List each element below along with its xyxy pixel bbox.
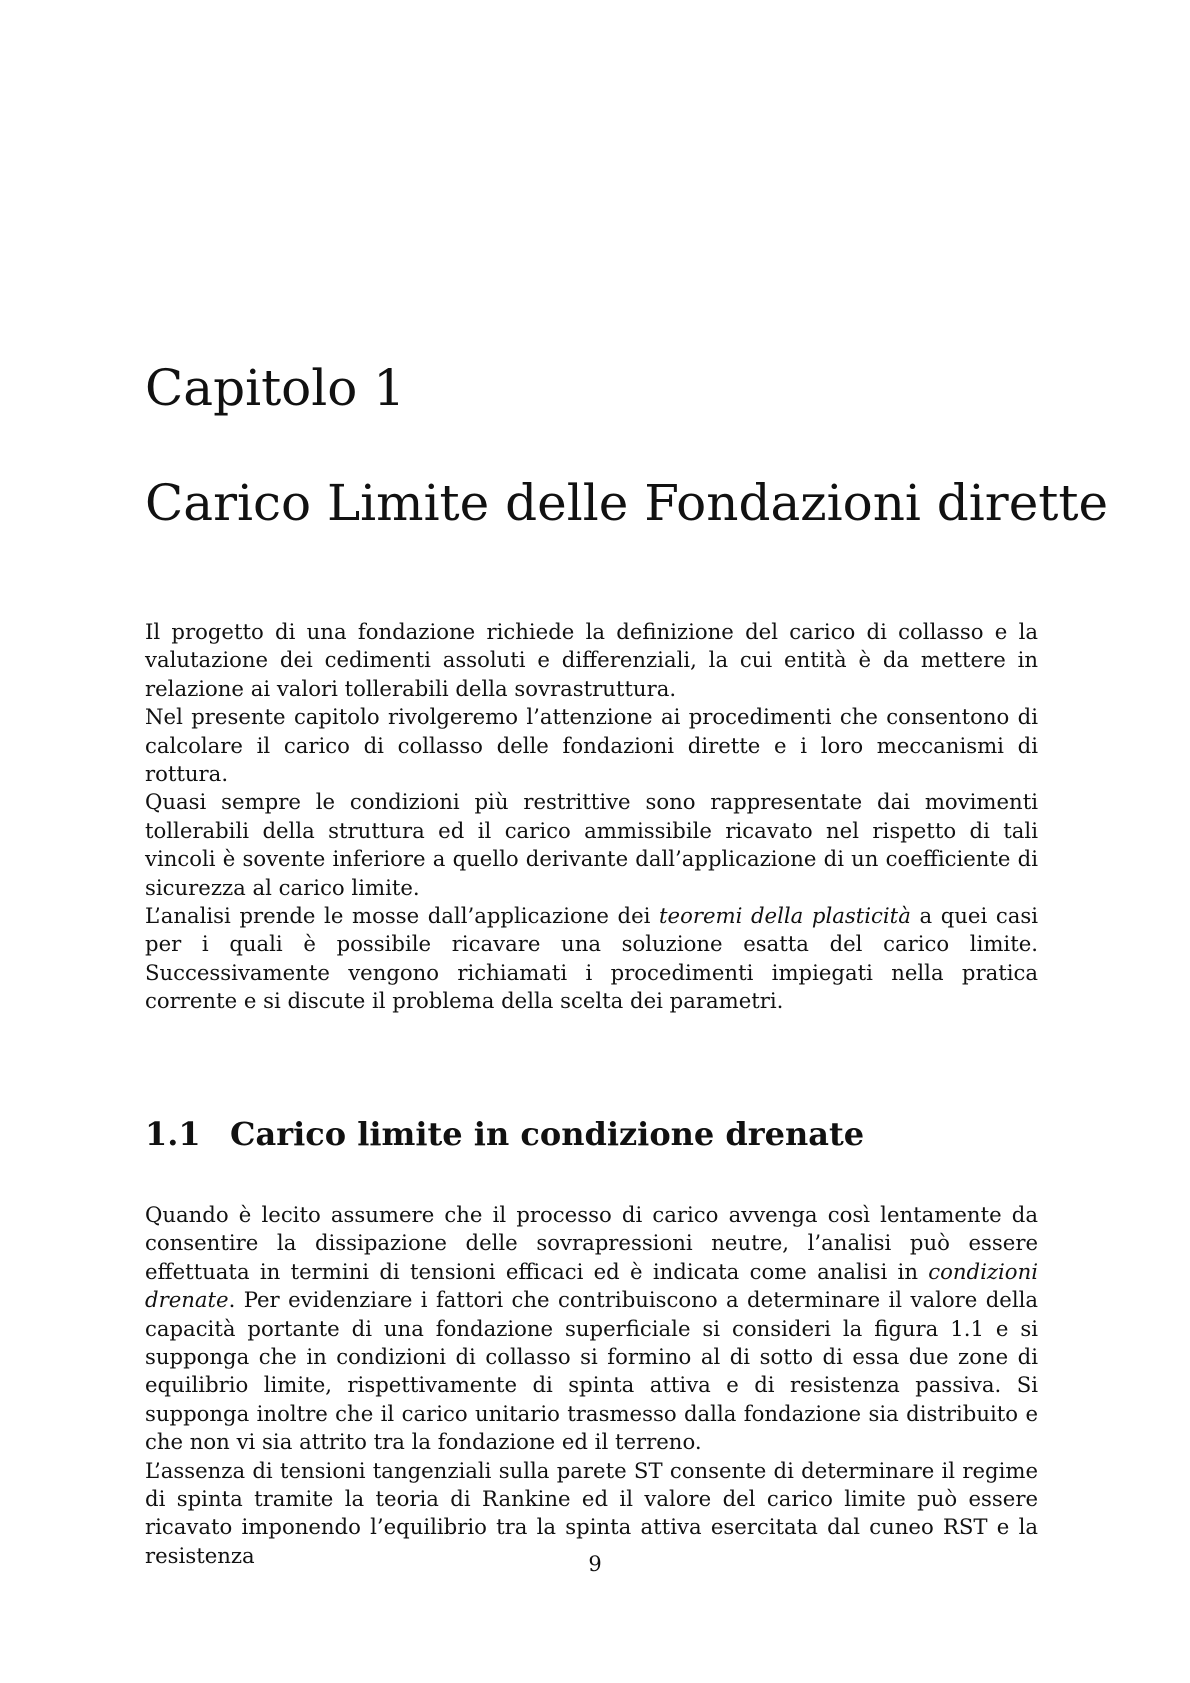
intro-text bbox=[145, 618, 1038, 1016]
section-text-run: . Per evidenziare i fattori che contribuiscono a determinare il valore della capacità portante di una fondazione superficiale si consideri la figura 1.1 e si supponga che in condizioni di collasso si formino al di sotto di essa due zone di equilibrio limite, rispettivamente di spinta attiva e di resistenza passiva. Si supponga inoltre che il carico unitario trasmesso dalla fondazione sia distribuito e che non vi sia attrito tra la fondazione ed il terreno. bbox=[145, 1287, 1038, 1455]
page-number: 9 bbox=[588, 1552, 602, 1576]
intro-paragraph: Nel presente capitolo rivolgeremo l’attenzione ai procedimenti che consentono di calcolare il carico di collasso delle fondazioni dirette e i loro meccanismi di rottura. bbox=[145, 704, 1038, 787]
section-text-run: Quando è lecito assumere che il processo di carico avvenga così lentamente da consentire la dissipazione delle sovrapressioni neutre, l’analisi può essere effettuata in termini di tensioni efficaci ed è indicata come analisi in bbox=[145, 1202, 1038, 1284]
intro-text-run: L’analisi prende le mosse dall’applicazione dei bbox=[145, 903, 660, 929]
section-number: 1.1 bbox=[145, 1115, 201, 1153]
emphasis-plasticity-theorems: teoremi della plasticità bbox=[659, 903, 911, 929]
section-paragraph bbox=[145, 1201, 1038, 1457]
intro-paragraph: Il progetto di una fondazione richiede la definizione del carico di collasso e la valutazione dei cedimenti assoluti e differenziali, la cui entità è da mettere in relazione ai valori tollerabili della sovrastruttura. bbox=[145, 619, 1038, 701]
section-heading bbox=[145, 1114, 864, 1154]
intro-paragraph bbox=[145, 902, 1038, 1016]
intro-text-run: a quei casi per i quali è possibile ricavare una soluzione esatta del carico limite. Successivamente vengono richiamati i procedimenti impiegati nella pratica corrente e si discute il problema della scelta dei parametri. bbox=[145, 903, 1038, 1014]
chapter-title: Carico Limite delle Fondazioni dirette bbox=[145, 474, 1109, 532]
chapter-label: Capitolo 1 bbox=[145, 359, 406, 417]
intro-paragraph: Quasi sempre le condizioni più restrittive sono rappresentate dai movimenti tollerabili della struttura ed il carico ammissibile ricavato nel rispetto di tali vincoli è sovente inferiore a quello derivante dall’applicazione di un coefficiente di sicurezza al carico limite. bbox=[145, 789, 1038, 900]
emphasis-drained-conditions: condizioni drenate bbox=[145, 1258, 1038, 1313]
section-paragraph: L’assenza di tensioni tangenziali sulla parete ST consente di determinare il regime di spinta tramite la teoria di Rankine ed il valore del carico limite può essere ricavato imponendo l’equilibrio tra la spinta attiva esercitata dal cuneo RST e la resistenza bbox=[145, 1457, 1038, 1568]
section-text bbox=[145, 1201, 1038, 1570]
section-title: Carico limite in condizione drenate bbox=[230, 1115, 865, 1153]
